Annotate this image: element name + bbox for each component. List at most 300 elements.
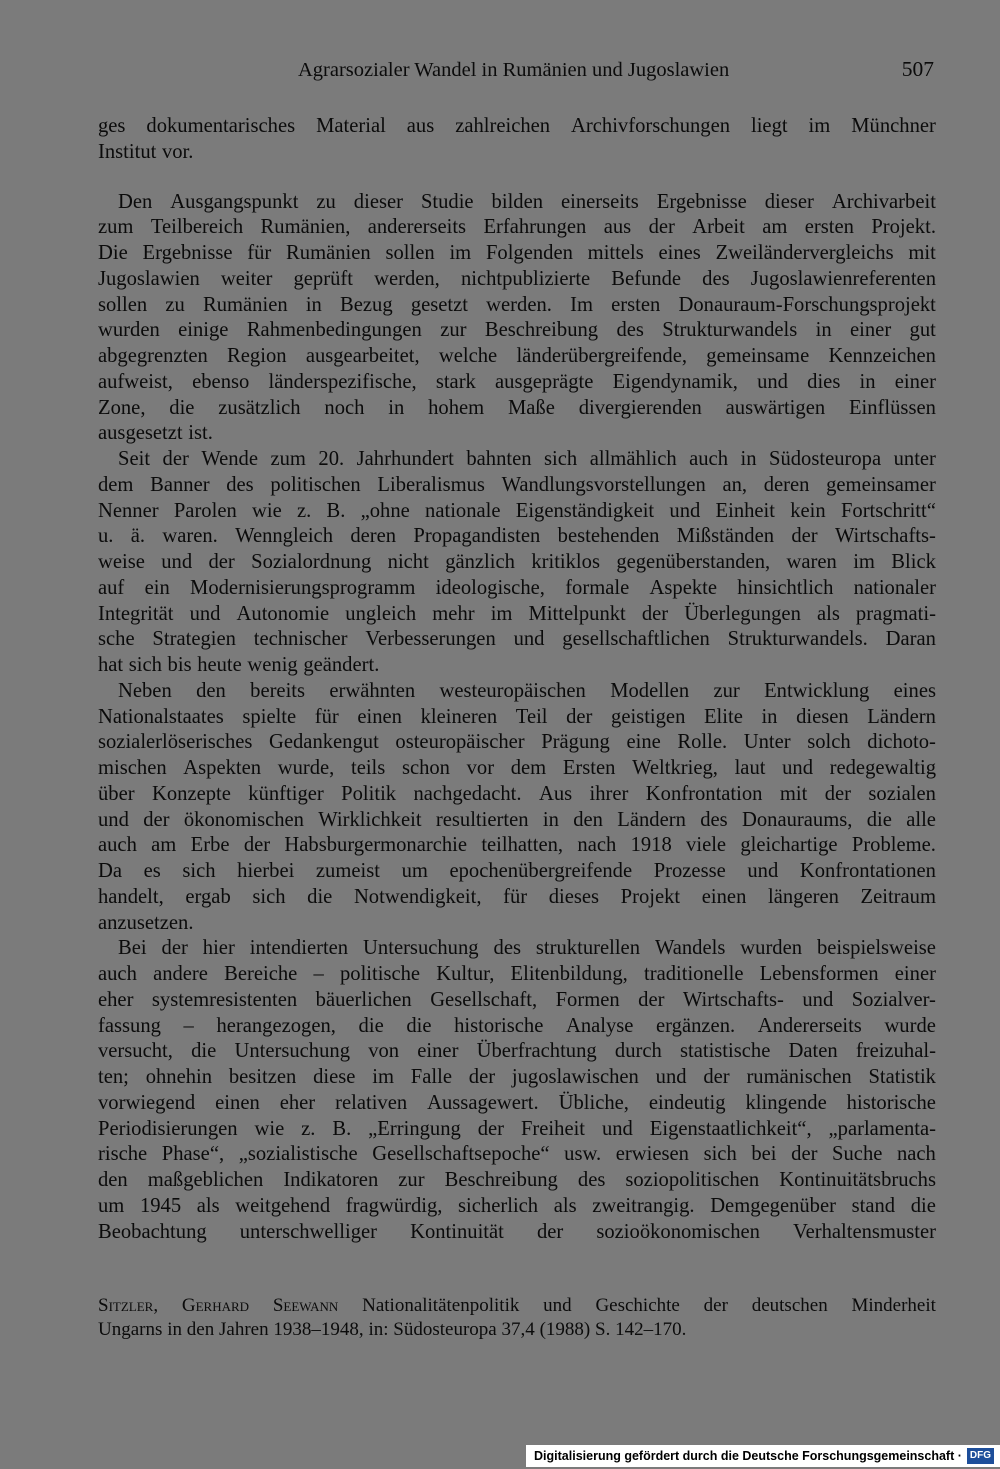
- word: Überlegungen: [684, 602, 801, 625]
- word: Arbeit: [692, 216, 745, 239]
- word: maßgeblichen: [147, 1169, 264, 1191]
- word: einer: [850, 319, 892, 342]
- word: versucht,: [98, 1040, 173, 1063]
- word: der: [566, 705, 593, 728]
- word: länderübergreifende,: [516, 345, 688, 367]
- word: schon: [401, 757, 450, 779]
- word: z.: [301, 1117, 316, 1140]
- word: dem: [98, 473, 134, 496]
- word: deutschen: [751, 1295, 828, 1316]
- word: abgegrenzten: [98, 345, 208, 367]
- word: ten;: [98, 1066, 129, 1088]
- word: wie: [252, 499, 282, 522]
- word: werden,: [374, 267, 440, 290]
- word: hohem: [428, 396, 485, 419]
- word: Seit: [118, 448, 151, 470]
- word: eher: [279, 1091, 316, 1114]
- word: traditionelle: [643, 963, 744, 985]
- word: dieser: [353, 190, 403, 213]
- word: aus: [603, 216, 632, 239]
- word: gesetzt: [410, 293, 468, 316]
- word: Indikatoren: [283, 1169, 379, 1191]
- word: Analyse: [565, 1014, 634, 1037]
- word: Bei: [118, 937, 147, 960]
- text-line: [98, 679, 936, 705]
- text-line: [98, 627, 936, 653]
- word: Erbe: [190, 834, 230, 857]
- word: Sitzler,: [98, 1295, 159, 1316]
- text-line: [98, 421, 936, 447]
- word: anzusetzen.: [98, 911, 194, 934]
- word: der: [161, 937, 188, 960]
- word: für: [314, 705, 339, 728]
- word: geistigen: [611, 705, 686, 728]
- text-line: [98, 473, 936, 499]
- word: einen: [357, 705, 402, 728]
- text-line: [98, 447, 936, 473]
- word: den: [98, 1169, 128, 1191]
- word: historische: [846, 1091, 936, 1114]
- text-line: [98, 267, 936, 293]
- word: Formen: [555, 988, 620, 1011]
- word: sicherlich: [458, 1194, 539, 1217]
- word: der: [477, 1117, 505, 1140]
- word: in: [761, 705, 778, 728]
- word: Strukturwandels: [662, 319, 798, 342]
- word: gut: [909, 319, 936, 342]
- word: Maße: [507, 396, 555, 419]
- word: längeren: [767, 885, 839, 908]
- word: –: [183, 1014, 194, 1037]
- word: zur: [398, 1169, 425, 1191]
- word: Modellen: [610, 679, 690, 702]
- word: weitgehend: [235, 1194, 331, 1217]
- word: auf: [98, 576, 125, 599]
- word: nicht: [387, 551, 429, 573]
- word: diesen: [796, 705, 849, 728]
- word: der: [703, 1295, 728, 1316]
- word: soziopolitischen: [625, 1169, 760, 1191]
- word: zum: [98, 216, 134, 239]
- word: Ersten: [562, 757, 616, 779]
- word: Andererseits: [757, 1014, 862, 1037]
- word: ohnehin: [145, 1066, 213, 1088]
- word: Befunde: [611, 267, 682, 290]
- word: mittels: [587, 242, 644, 264]
- word: liegt: [750, 115, 788, 137]
- word: in: [388, 396, 405, 419]
- word: der: [638, 988, 665, 1011]
- word: Südosteuropa: [393, 1318, 497, 1340]
- word: der: [536, 1220, 564, 1243]
- funding-notice-bar: [526, 1445, 1000, 1467]
- word: ebenso: [192, 370, 250, 393]
- word: Falle: [410, 1066, 452, 1088]
- word: Parolen: [173, 499, 237, 522]
- word: die: [191, 1040, 217, 1063]
- word: im: [490, 602, 513, 625]
- word: Konfrontationen: [799, 860, 936, 882]
- word: Wende: [201, 448, 258, 470]
- word: Ländern: [617, 808, 686, 831]
- word: der: [824, 782, 852, 805]
- word: nachgedacht.: [413, 782, 522, 805]
- text-line: [98, 576, 936, 602]
- word: Ausgangspunkt: [170, 190, 299, 213]
- text-line: [98, 215, 936, 241]
- text-line: [98, 782, 936, 808]
- word: intendierten: [249, 937, 349, 960]
- text-line: [98, 344, 936, 370]
- text-line: [98, 1220, 936, 1246]
- word: teilhatten,: [481, 834, 564, 857]
- word: Wandlungsvorstellungen: [501, 473, 706, 496]
- word: Region: [227, 345, 287, 367]
- word: in: [167, 1318, 182, 1340]
- word: und: [757, 370, 788, 393]
- word: weise: [98, 551, 145, 573]
- word: Beschreibung: [484, 319, 599, 342]
- word: und: [98, 808, 129, 831]
- word: klingende: [745, 1091, 827, 1114]
- word: zur: [713, 679, 740, 702]
- word: redegewaltig: [829, 757, 936, 779]
- word: sozialerlöserisches: [98, 731, 253, 754]
- word: um: [98, 1194, 125, 1217]
- footnote: [98, 1294, 936, 1341]
- text-line: [98, 988, 936, 1014]
- word: Rahmenbedingungen: [246, 319, 422, 342]
- word: dichoto-: [867, 731, 936, 754]
- word: Wirtschafts-: [682, 988, 784, 1011]
- word: Teil: [515, 705, 548, 728]
- word: Projekt: [620, 885, 681, 908]
- word: und: [669, 499, 701, 522]
- word: freizuhal-: [855, 1040, 936, 1063]
- word: Neben: [118, 679, 172, 702]
- word: den: [186, 1318, 215, 1340]
- word: Gesellschaftsepoche“: [372, 1143, 550, 1166]
- word: B.: [326, 499, 346, 522]
- word: Donauraum-Forschungsprojekt: [678, 293, 936, 316]
- word: relativen: [335, 1091, 408, 1114]
- word: Jugoslawienreferenten: [750, 267, 936, 290]
- word: des: [700, 808, 728, 831]
- text-line: [98, 885, 936, 911]
- word: bilden: [491, 190, 544, 213]
- word: eher: [98, 988, 134, 1011]
- word: zweitrangig.: [592, 1194, 695, 1217]
- word: u.: [98, 525, 114, 548]
- word: und: [161, 551, 193, 573]
- word: eines: [658, 242, 701, 264]
- word: Konzepte: [151, 782, 231, 805]
- word: Untersuchung: [363, 937, 479, 960]
- word: Freiheit: [520, 1117, 586, 1140]
- word: Suche: [832, 1143, 883, 1166]
- word: Minderheit: [851, 1295, 936, 1316]
- word: und: [747, 860, 779, 882]
- word: eindeutig: [648, 1091, 726, 1114]
- word: der: [791, 1143, 818, 1166]
- word: Weltkrieg,: [632, 757, 718, 779]
- text-line: [98, 1194, 936, 1220]
- word: Rumänien: [286, 242, 371, 264]
- word: aus: [406, 115, 435, 137]
- word: in: [815, 319, 832, 342]
- word: Sozialver-: [851, 988, 936, 1011]
- word: Projekt.: [871, 216, 936, 239]
- word: ges: [98, 115, 126, 137]
- word: westeuropäischen: [439, 679, 586, 702]
- word: Daten: [788, 1040, 838, 1063]
- word: auch: [98, 963, 137, 985]
- word: in:: [368, 1318, 389, 1340]
- word: mischen: [98, 757, 167, 779]
- text-line: [98, 602, 936, 628]
- word: Aussagewert.: [427, 1091, 539, 1114]
- text-line: [98, 653, 936, 679]
- word: fragwürdig,: [345, 1194, 443, 1217]
- word: und: [802, 988, 834, 1011]
- word: unter: [893, 448, 936, 470]
- word: und: [601, 1117, 633, 1140]
- word: Archivforschungen: [571, 115, 731, 137]
- word: des: [577, 1169, 606, 1191]
- text-line: [98, 911, 936, 937]
- word: Kontinuität: [410, 1220, 504, 1243]
- word: kein: [790, 499, 826, 522]
- word: Kontinuitätsbruchs: [779, 1169, 936, 1191]
- word: Wirklichkeit: [318, 808, 422, 831]
- word: Teilbereich: [150, 216, 244, 239]
- word: Untersuchung: [234, 1040, 350, 1063]
- word: der: [208, 551, 235, 573]
- footnote-line: [98, 1318, 936, 1342]
- word: Rolle.: [677, 731, 728, 754]
- word: vorwiegend: [98, 1091, 196, 1114]
- word: Nenner: [98, 499, 159, 522]
- word: aufweist,: [98, 370, 173, 393]
- word: gemeinsamer: [826, 473, 936, 496]
- word: 1918: [630, 834, 672, 857]
- word: Banner: [150, 473, 210, 496]
- word: –: [313, 963, 324, 985]
- word: stark: [435, 370, 476, 393]
- word: usw.: [564, 1143, 602, 1166]
- word: fassung: [98, 1014, 161, 1037]
- word: wie: [254, 1117, 285, 1140]
- word: gegenüberstanden,: [616, 551, 771, 573]
- word: des: [616, 319, 644, 342]
- word: rische: [98, 1143, 148, 1166]
- word: Archivarbeit: [831, 190, 936, 213]
- word: alle: [906, 808, 936, 831]
- word: Demgegenüber: [710, 1194, 836, 1217]
- word: wurden: [740, 937, 803, 960]
- text-line: [98, 936, 936, 962]
- word: formale: [565, 576, 630, 599]
- word: ersten: [804, 216, 854, 239]
- text-line: [98, 730, 936, 756]
- word: länderspezifische,: [268, 370, 417, 393]
- word: bäuerlichen: [315, 988, 412, 1011]
- word: teils: [350, 757, 386, 779]
- word: pragmati-: [855, 602, 936, 625]
- word: deren: [350, 525, 397, 548]
- word: historische: [454, 1014, 544, 1037]
- word: Eigenständigkeit: [515, 499, 655, 522]
- word: statistische: [679, 1040, 771, 1063]
- text-line: [98, 293, 936, 319]
- word: B.: [332, 1117, 352, 1140]
- word: weiter: [220, 267, 273, 290]
- word: für: [503, 885, 528, 908]
- word: zumeist: [315, 860, 380, 882]
- word: geändert.: [303, 654, 380, 676]
- word: Wandels: [654, 937, 726, 960]
- word: wurde,: [277, 757, 335, 779]
- word: den: [573, 808, 603, 831]
- text-line: [98, 859, 936, 885]
- word: jugoslawischen: [511, 1066, 639, 1088]
- text-line: [98, 1039, 936, 1065]
- footnote-line: [98, 1294, 936, 1318]
- word: handelt,: [98, 885, 164, 908]
- word: andererseits: [367, 216, 467, 239]
- word: Wenngleich: [235, 525, 333, 548]
- word: einer: [417, 1040, 459, 1063]
- word: Jugoslawien: [98, 267, 200, 290]
- word: Im: [570, 293, 593, 316]
- word: an,: [722, 473, 748, 496]
- word: Prozesse: [653, 860, 726, 882]
- word: einer: [894, 370, 936, 393]
- word: und: [655, 1066, 687, 1088]
- word: ä.: [130, 525, 146, 548]
- word: durch: [614, 1040, 662, 1063]
- word: der: [468, 1066, 496, 1088]
- word: einen: [215, 1091, 260, 1114]
- text-line: [98, 524, 936, 550]
- word: Material: [316, 115, 386, 137]
- word: die: [307, 885, 333, 908]
- word: Notwendigkeit,: [353, 885, 482, 908]
- word: allmählich: [589, 448, 677, 470]
- word: hat: [98, 654, 124, 676]
- word: eine: [626, 731, 661, 754]
- word: geprüft: [293, 267, 353, 290]
- word: waren: [786, 551, 837, 573]
- word: als: [196, 1194, 220, 1217]
- word: wurden: [98, 319, 160, 342]
- word: ausgesetzt: [98, 422, 183, 445]
- word: von: [368, 1040, 400, 1063]
- word: Liberalismus: [377, 473, 485, 496]
- word: sollen: [98, 293, 148, 316]
- text-line: [98, 1065, 936, 1091]
- body-text: [98, 114, 936, 1245]
- word: mit: [779, 782, 808, 805]
- word: viele: [686, 834, 727, 857]
- word: S.: [595, 1318, 611, 1340]
- word: Da: [98, 860, 123, 882]
- word: einerseits: [561, 190, 639, 213]
- word: der: [703, 1066, 730, 1088]
- word: Elitenbildung,: [510, 963, 628, 985]
- word: welche: [438, 345, 498, 367]
- text-line: [98, 1091, 936, 1117]
- word: epochenübergreifende: [449, 860, 633, 882]
- word: spielte: [242, 705, 297, 728]
- word: rumänischen: [746, 1066, 852, 1088]
- word: im: [449, 242, 472, 264]
- word: deren: [763, 473, 810, 496]
- word: Verbesserungen: [365, 628, 496, 651]
- word: Elite: [703, 705, 743, 728]
- word: dies: [807, 370, 841, 393]
- text-line: [98, 396, 936, 422]
- word: Jahrhundert: [356, 448, 454, 470]
- word: Bereiche: [224, 963, 298, 985]
- word: sich: [703, 1143, 737, 1166]
- word: strukturellen: [535, 937, 640, 960]
- word: wenig: [247, 654, 298, 676]
- word: Eigenstaatlichkeit“,: [649, 1117, 812, 1140]
- word: sche: [98, 628, 135, 651]
- word: Studie: [420, 190, 474, 213]
- word: sich: [544, 448, 578, 470]
- word: ihrer: [589, 782, 629, 805]
- word: Habsburgermonarchie: [284, 834, 468, 857]
- word: der: [791, 525, 818, 548]
- word: Unter: [743, 731, 791, 754]
- word: Mittelpunkt: [528, 602, 626, 625]
- word: Beobachtung: [98, 1220, 207, 1243]
- word: wurde: [884, 1014, 936, 1037]
- word: vor.: [161, 140, 194, 163]
- word: Politik: [341, 782, 397, 805]
- text-line: [98, 808, 936, 834]
- word: nationaler: [853, 576, 936, 599]
- word: des: [226, 473, 254, 496]
- word: Gesellschaft,: [430, 988, 538, 1011]
- word: der: [648, 216, 675, 239]
- word: Münchner: [851, 115, 936, 137]
- word: Rumänien,: [260, 216, 351, 239]
- word: der: [641, 602, 669, 625]
- word: Seewann: [272, 1295, 339, 1316]
- word: 1945: [139, 1194, 182, 1217]
- word: 142–170.: [615, 1318, 687, 1340]
- word: technischer: [253, 628, 348, 651]
- word: gesellschaftlichen: [562, 628, 710, 651]
- word: Folgenden: [485, 242, 573, 264]
- page-number: 507: [901, 57, 934, 81]
- word: Probleme.: [851, 834, 936, 857]
- word: auswärtigen: [725, 396, 826, 419]
- word: der: [143, 808, 170, 831]
- word: des: [493, 937, 521, 960]
- word: herangezogen,: [216, 1014, 336, 1037]
- word: es: [143, 860, 161, 882]
- word: sozialen: [868, 782, 936, 805]
- word: die: [169, 396, 195, 419]
- word: Prägung: [541, 731, 610, 754]
- word: Gerhard: [181, 1295, 250, 1316]
- text-line: [98, 1168, 936, 1194]
- word: Zeitraum: [860, 885, 936, 908]
